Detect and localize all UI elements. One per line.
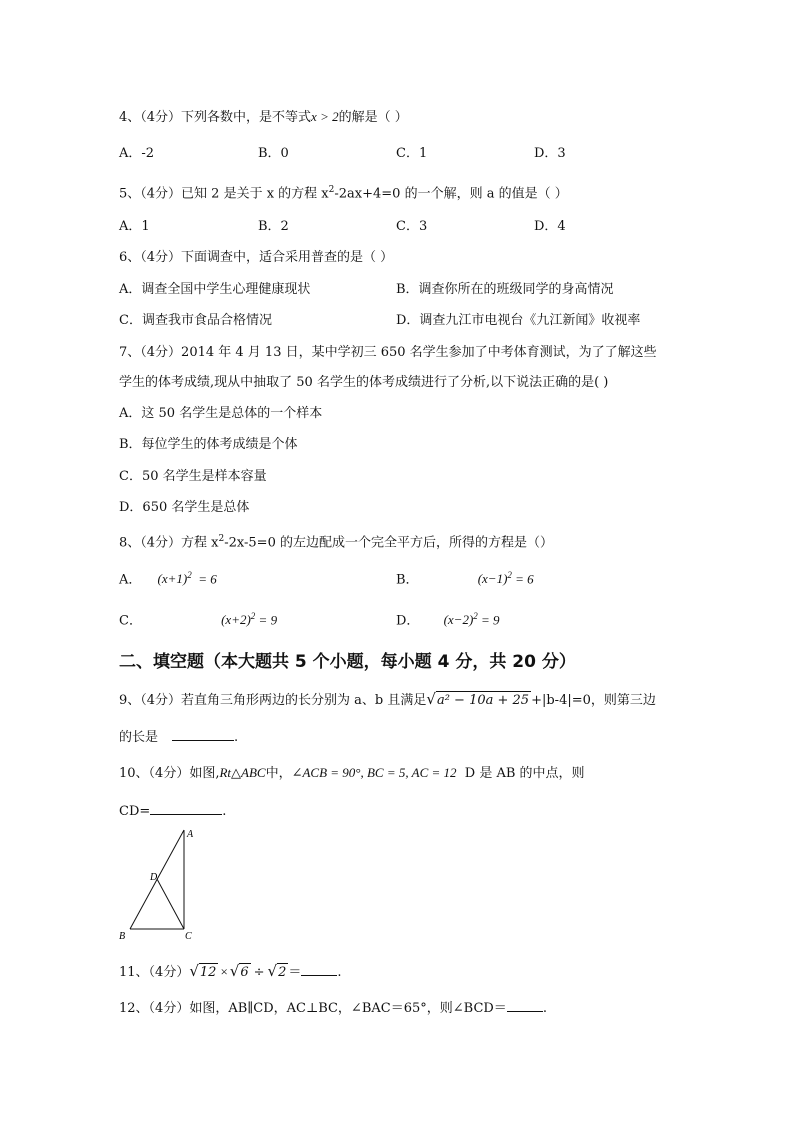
answer-blank[interactable] <box>507 999 543 1012</box>
label-b: B <box>119 931 126 942</box>
q5-option-b: B．2 <box>258 219 289 234</box>
radical-expression: a² − 10a + 25 <box>436 693 530 708</box>
q7-option-b: B．每位学生的体考成绩是个体 <box>119 437 298 452</box>
q8-option-a: A． $(x+1)^2 = 6$ <box>119 570 217 588</box>
question-4-stem: 4、（4分）下列各数中，是不等式x > 2的解是（ ） <box>119 109 408 125</box>
q6-option-c: C．调查我市食品合格情况 <box>119 313 272 328</box>
question-12-stem: 12、（4分）如图，AB∥CD，AC⊥BC，∠BAC＝65°，则∠BCD＝ . <box>119 1001 547 1016</box>
q7-option-d: D．650 名学生是总体 <box>119 500 250 515</box>
q6-option-d: D．调查九江市电视台《九江新闻》收视率 <box>396 313 641 328</box>
q6-option-b: B．调查你所在的班级同学的身高情况 <box>396 282 614 297</box>
q8-option-d: D． $(x-2)^2 = 9$ <box>396 611 500 629</box>
question-10-line2: CD= . <box>119 804 227 819</box>
q5-option-a: A．1 <box>119 219 150 234</box>
question-5-stem: 5、（4分）已知 2 是关于 x 的方程 $x^2-2ax+4=0$ 的一个解，则 a 的值是（ ） <box>119 185 568 202</box>
q8-option-b: B． $(x-1)^2 = 6$ <box>396 570 534 588</box>
q4-option-c: C．1 <box>396 146 428 161</box>
label-c: C <box>185 931 192 942</box>
answer-blank[interactable] <box>150 802 222 815</box>
q4-option-a: A．-2 <box>119 146 155 161</box>
q7-option-a: A．这 50 名学生是总体的一个样本 <box>119 406 323 421</box>
question-9-line2: 的长是 . <box>119 730 239 745</box>
label-a: A <box>187 829 194 840</box>
segment-cd <box>157 879 184 929</box>
answer-blank[interactable] <box>172 728 234 741</box>
question-6-stem: 6、（4分）下面调查中，适合采用普查的是（ ） <box>119 250 394 265</box>
q5-option-d: D．4 <box>534 219 566 234</box>
question-11-stem: 11、（4分）√12 × √6 ÷ √2 ＝ . <box>119 962 342 980</box>
q6-option-a: A．调查全国中学生心理健康现状 <box>119 282 311 297</box>
question-7-stem-line1: 7、（4分）2014 年 4 月 13 日，某中学初三 650 名学生参加了中考体育测试，为了了解这些 <box>119 345 657 360</box>
label-d: D <box>150 872 158 883</box>
triangle-figure <box>110 822 210 946</box>
q4-option-b: B．0 <box>258 146 289 161</box>
inequality-math: x > 2 <box>311 109 339 124</box>
q7-option-c: C．50 名学生是样本容量 <box>119 469 267 484</box>
q5-option-c: C．3 <box>396 219 428 234</box>
question-7-stem-line2: 学生的体考成绩,现从中抽取了 50 名学生的体考成绩进行了分析,以下说法正确的是( ) <box>119 375 609 390</box>
q8-option-c: C． $(x+2)^2 = 9$ <box>119 611 278 629</box>
q4-option-d: D．3 <box>534 146 566 161</box>
section-2-heading: 二、填空题（本大题共 5 个小题，每小题 4 分，共 20 分） <box>119 652 576 672</box>
question-8-stem: 8、（4分）方程 $x^2-2x-5=0$ 的左边配成一个完全平方后，所得的方程是（） <box>119 534 553 551</box>
question-10-stem: 10、（4分）如图,Rt△ABC中，∠ACB = 90°, BC = 5, AC = 12 D 是 AB 的中点，则 <box>119 765 585 781</box>
question-9-stem: 9、（4分）若直角三角形两边的长分别为 a、b 且满足√a² − 10a + 25 +|b-4|=0，则第三边 <box>119 690 656 708</box>
answer-blank[interactable] <box>301 963 337 976</box>
